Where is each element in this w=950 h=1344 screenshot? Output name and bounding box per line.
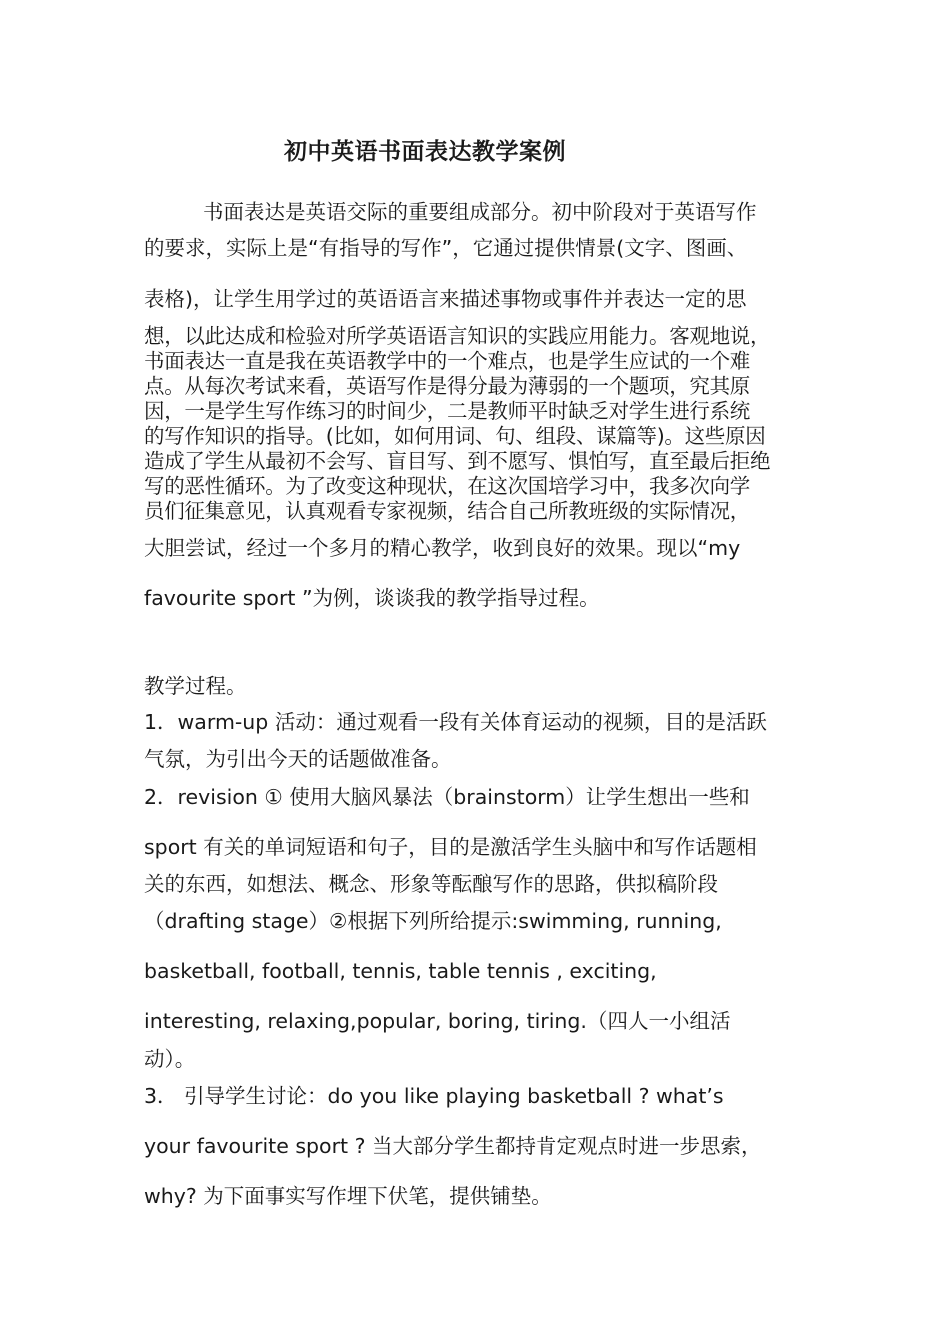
paragraph-line: 造成了学生从最初不会写、盲目写、到不愿写、惧怕写，直至最后拒绝 <box>144 449 771 473</box>
list-item-line: basketball, football, tennis, table tennis , exciting, <box>144 959 657 983</box>
section-heading: 教学过程。 <box>144 674 247 698</box>
paragraph-line: favourite sport ”为例，谈谈我的教学指导过程。 <box>144 586 600 610</box>
paragraph-line: 点。从每次考试来看，英语写作是得分最为薄弱的一个题项，究其原 <box>144 374 750 398</box>
list-item-line: your favourite sport ? 当大部分学生都持肯定观点时进一步思索， <box>144 1134 762 1158</box>
list-item-line: （drafting stage）②根据下列所给提示:swimming, running, <box>144 909 722 933</box>
document-title: 初中英语书面表达教学案例 <box>284 138 566 165</box>
paragraph-line: 写的恶性循环。为了改变这种现状，在这次国培学习中，我多次向学 <box>144 474 750 498</box>
list-item-line: 关的东西，如想法、概念、形象等酝酿写作的思路，供拟稿阶段 <box>144 872 718 896</box>
paragraph-line: 的要求，实际上是“有指导的写作”，它通过提供情景(文字、图画、 <box>144 236 748 260</box>
paragraph-line: 想，以此达成和检验对所学英语语言知识的实践应用能力。客观地说， <box>144 324 771 348</box>
paragraph-line: 表格)，让学生用学过的英语语言来描述事物或事件并表达一定的思 <box>144 287 747 311</box>
paragraph-line: 因，一是学生写作练习的时间少，二是教师平时缺乏对学生进行系统 <box>144 399 750 423</box>
list-item-line: sport 有关的单词短语和句子，目的是激活学生头脑中和写作话题相 <box>144 835 757 859</box>
paragraph-line: 员们征集意见，认真观看专家视频，结合自己所教班级的实际情况， <box>144 499 750 523</box>
list-item-line: 3． 引导学生讨论：do you like playing basketball ? what’s <box>144 1084 724 1108</box>
list-item-line: 动）。 <box>144 1047 196 1071</box>
paragraph-line: 的写作知识的指导。(比如，如何用词、句、组段、谋篇等)。这些原因 <box>144 424 766 448</box>
paragraph-line: 书面表达一直是我在英语教学中的一个难点，也是学生应试的一个难 <box>144 349 750 373</box>
paragraph-line: 书面表达是英语交际的重要组成部分。初中阶段对于英语写作 <box>203 200 757 224</box>
list-item-line: interesting, relaxing,popular, boring, tiring.（四人一小组活 <box>144 1009 731 1033</box>
list-item-line: 1．warm-up 活动：通过观看一段有关体育运动的视频，目的是活跃 <box>144 710 767 734</box>
list-item-line: 2．revision ① 使用大脑风暴法（brainstorm）让学生想出一些和 <box>144 785 750 809</box>
list-item-line: why? 为下面事实写作埋下伏笔，提供铺垫。 <box>144 1184 552 1208</box>
list-item-line: 气氛，为引出今天的话题做准备。 <box>144 747 452 771</box>
paragraph-line: 大胆尝试，经过一个多月的精心教学，收到良好的效果。现以“my <box>144 536 741 560</box>
